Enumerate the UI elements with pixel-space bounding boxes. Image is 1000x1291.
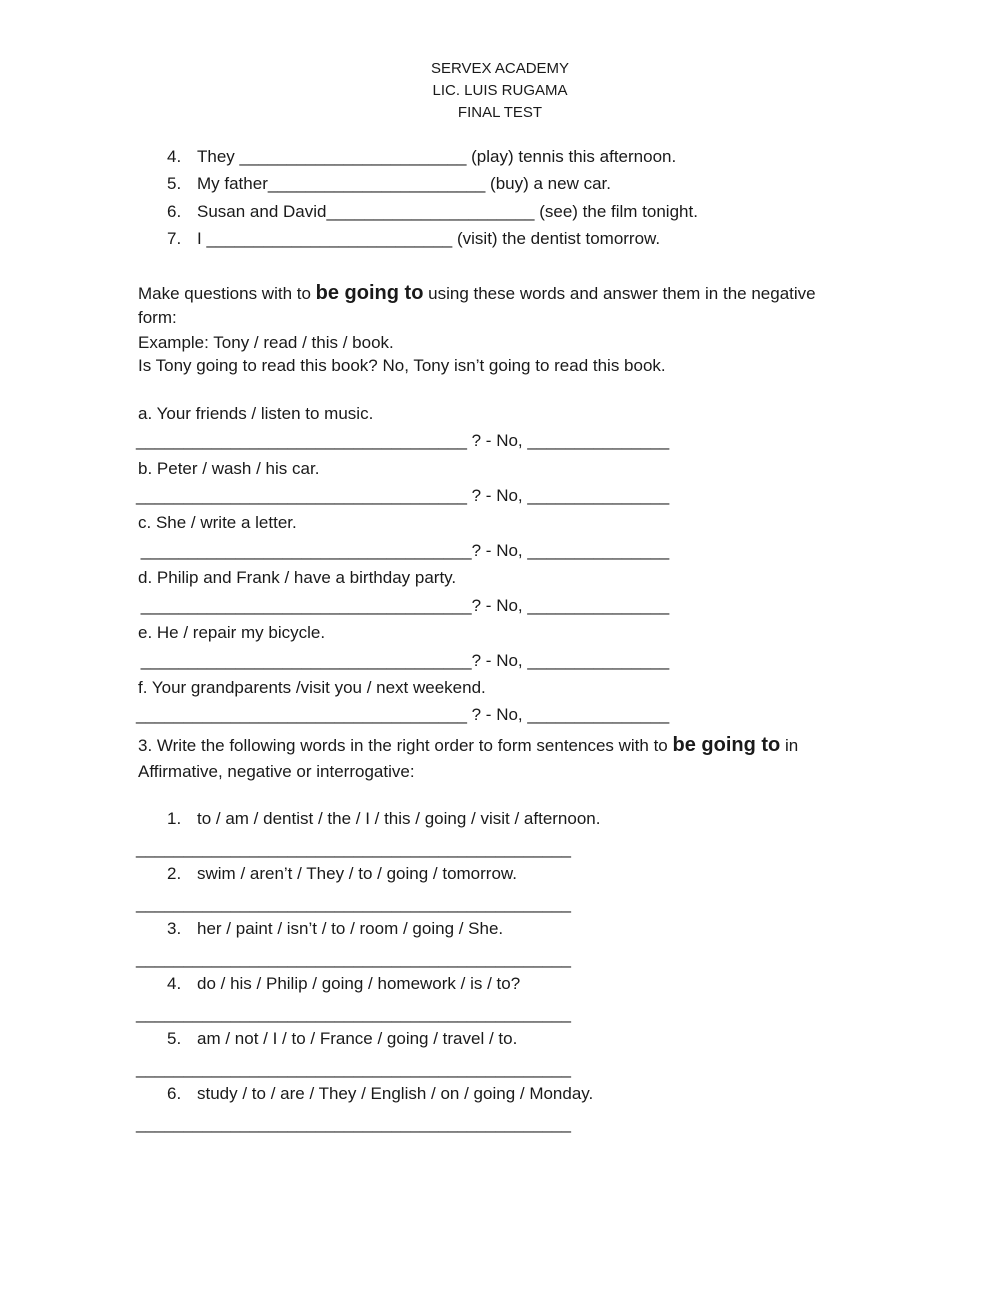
- ex1-item-text: They ________________________ (play) tennis this afternoon.: [197, 147, 677, 166]
- ex2-instruction-end: using these words and answer them in the negative: [423, 284, 816, 303]
- ex1-item-number: 7.: [167, 229, 182, 248]
- ex3-instruction-end: in: [780, 736, 799, 755]
- ex2-item-prompt: c. She / write a letter.: [138, 513, 297, 532]
- teacher-name: LIC. LUIS RUGAMA: [432, 82, 568, 99]
- ex1-item-text: Susan and David______________________ (see) the film tonight.: [197, 202, 698, 221]
- ex2-item-prompt: a. Your friends / listen to music.: [138, 404, 374, 423]
- ex3-instruction-line2: Affirmative, negative or interrogative:: [138, 762, 415, 781]
- ex2-answer-line: ___________________________________? - No, _______________: [136, 541, 670, 560]
- ex3-item-number: 5.: [167, 1029, 182, 1048]
- ex2-answer-line: ___________________________________ ? - No, _______________: [136, 431, 670, 450]
- ex2-answer-line: ___________________________________? - No, _______________: [136, 596, 670, 615]
- ex2-answer-line: ___________________________________? - No, _______________: [136, 651, 670, 670]
- ex3-item-text: am / not / I / to / France / going / travel / to.: [197, 1029, 518, 1048]
- ex3-instruction-bold: be going to: [672, 734, 781, 756]
- ex3-item-text: swim / aren’t / They / to / going / tomorrow.: [197, 864, 517, 883]
- ex1-item-number: 6.: [167, 202, 182, 221]
- ex2-answer-line: ___________________________________ ? - No, _______________: [136, 486, 670, 505]
- ex1-item-text: I __________________________ (visit) the dentist tomorrow.: [197, 229, 661, 248]
- ex2-answer-line: ___________________________________ ? - No, _______________: [136, 705, 670, 724]
- ex1-item-number: 4.: [167, 147, 182, 166]
- ex2-item-prompt: f. Your grandparents /visit you / next weekend.: [138, 678, 486, 697]
- ex2-example: Example: Tony / read / this / book.: [138, 333, 394, 352]
- ex2-item-prompt: d. Philip and Frank / have a birthday party.: [138, 568, 457, 587]
- ex2-item-prompt: b. Peter / wash / his car.: [138, 459, 320, 478]
- test-title: FINAL TEST: [457, 104, 543, 121]
- ex3-answer-line: ______________________________________________: [136, 1059, 571, 1078]
- ex3-item-text: study / to / are / They / English / on / going / Monday.: [197, 1084, 594, 1103]
- ex3-item-text: to / am / dentist / the / I / this / going / visit / afternoon.: [197, 809, 601, 828]
- ex3-answer-line: ______________________________________________: [136, 1004, 571, 1023]
- ex3-item-number: 2.: [167, 864, 182, 883]
- ex3-item-number: 1.: [167, 809, 182, 828]
- ex3-item-number: 6.: [167, 1084, 182, 1103]
- school-name: SERVEX ACADEMY: [430, 60, 570, 77]
- ex3-item-text: her / paint / isn’t / to / room / going / She.: [197, 919, 504, 938]
- ex2-instruction-bold: be going to: [315, 282, 424, 304]
- ex3-item-number: 4.: [167, 974, 182, 993]
- ex3-answer-line: ______________________________________________: [136, 839, 571, 858]
- ex1-item-number: 5.: [167, 174, 182, 193]
- ex2-example-answer: Is Tony going to read this book? No, Tony isn’t going to read this book.: [138, 356, 666, 375]
- ex2-instruction-line2: form:: [138, 308, 177, 327]
- ex3-item-number: 3.: [167, 919, 182, 938]
- ex1-item-text: My father_______________________ (buy) a new car.: [197, 174, 611, 193]
- ex3-answer-line: ______________________________________________: [136, 1114, 571, 1133]
- document-header: [0, 58, 1000, 124]
- ex3-instruction-start: 3. Write the following words in the right order to form sentences with to: [138, 736, 673, 755]
- ex3-item-text: do / his / Philip / going / homework / is / to?: [197, 974, 521, 993]
- ex3-answer-line: ______________________________________________: [136, 949, 571, 968]
- ex2-instruction: [138, 282, 816, 305]
- ex3-answer-line: ______________________________________________: [136, 894, 571, 913]
- ex2-instruction-start: Make questions with to: [138, 284, 316, 303]
- ex3-instruction: [138, 734, 798, 757]
- ex2-item-prompt: e. He / repair my bicycle.: [138, 623, 326, 642]
